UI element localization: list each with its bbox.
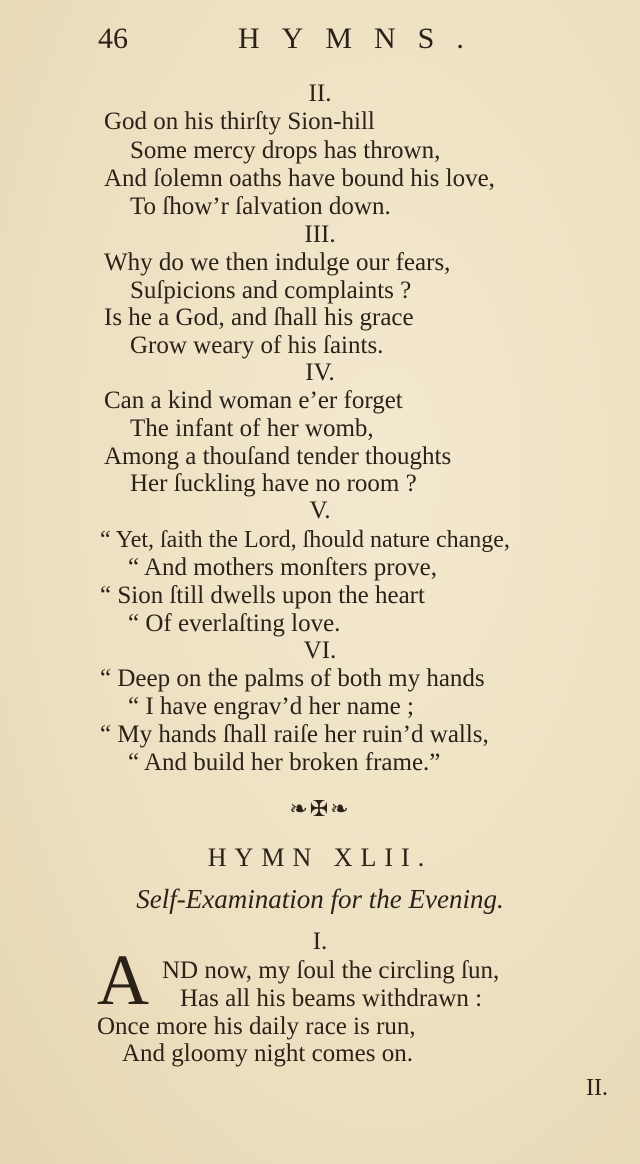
catchword: II.: [586, 1075, 608, 1101]
verse-line: Grow weary of his ſaints.: [130, 332, 384, 359]
stanza-numeral: IV.: [305, 359, 335, 386]
drop-capital: A: [97, 940, 149, 1020]
verse-line: “ And mothers monſters prove,: [128, 554, 437, 581]
verse-line: And ſolemn oaths have bound his love,: [104, 165, 495, 192]
verse-line: “ Deep on the palms of both my hands: [100, 665, 485, 692]
verse-line: “ And build her broken frame.”: [128, 749, 441, 776]
verse-line: “ Of everlaſting love.: [128, 610, 341, 637]
verse-line: Among a thouſand tender thoughts: [104, 443, 452, 470]
verse-line: “ I have engrav’d her name ;: [128, 693, 414, 720]
hymn-title: HYMN XLII.: [207, 843, 433, 872]
verse-line: To ſhow’r ſalvation down.: [130, 193, 391, 220]
running-title: HYMNS.: [238, 22, 486, 55]
verse-line: The infant of her womb,: [130, 415, 374, 442]
stanza-numeral: V.: [309, 497, 331, 524]
verse-line: ND now, my ſoul the circling ſun,: [162, 957, 500, 984]
stanza-numeral: I.: [312, 928, 328, 955]
page-header: [0, 22, 640, 62]
stanza-numeral: VI.: [303, 637, 337, 664]
verse-line: Has all his beams withdrawn :: [180, 985, 483, 1012]
verse-line: Some mercy drops has thrown,: [130, 137, 441, 164]
stanza-numeral: III.: [304, 221, 336, 248]
verse-line: And gloomy night comes on.: [122, 1040, 413, 1067]
printers-ornament: ❧✠❧: [289, 796, 351, 821]
hymn-subtitle: Self-Examination for the Evening.: [136, 884, 504, 914]
verse-line: God on his thirſty Sion-hill: [104, 108, 375, 135]
verse-line: Once more his daily race is run,: [97, 1013, 416, 1040]
page-number: 46: [98, 22, 128, 55]
verse-line: “ My hands ſhall raiſe her ruin’d walls,: [100, 721, 489, 748]
verse-line: “ Sion ſtill dwells upon the heart: [100, 582, 425, 609]
stanza-numeral: II.: [308, 80, 332, 107]
verse-line: “ Yet, ſaith the Lord, ſhould nature change,: [100, 527, 510, 553]
verse-line: Suſpicions and complaints ?: [130, 277, 412, 304]
verse-line: Why do we then indulge our fears,: [104, 249, 451, 276]
verse-line: Is he a God, and ſhall his grace: [104, 304, 414, 331]
verse-line: Can a kind woman e’er forget: [104, 387, 403, 414]
verse-line: Her ſuckling have no room ?: [130, 470, 417, 497]
